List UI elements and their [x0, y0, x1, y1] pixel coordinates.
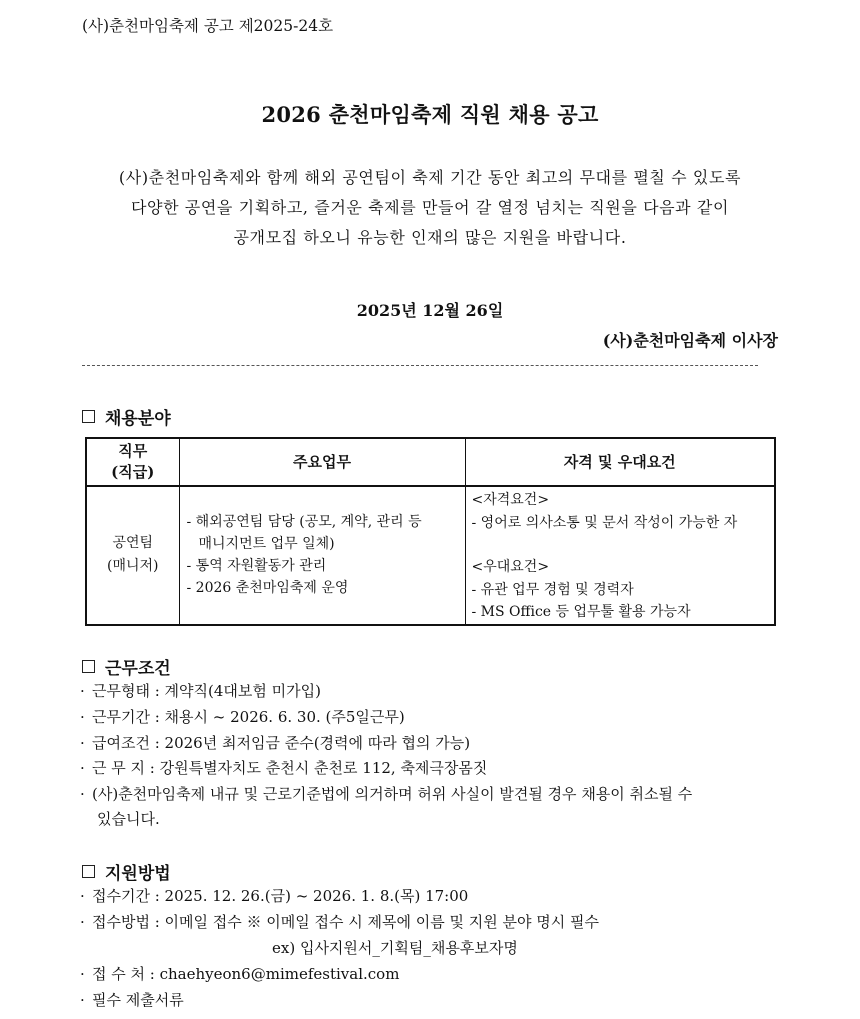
intro-line: 공개모집 하오니 유능한 인재의 많은 지원을 바랍니다.	[233, 228, 627, 247]
bullet-dot: ·	[80, 887, 85, 905]
header-duties: 주요업무	[179, 438, 465, 486]
condition-text: 급여조건 : 2026년 최저임금 준수(경력에 따라 협의 가능)	[92, 734, 471, 752]
duty-item: - 통역 자원활동가 관리	[186, 558, 327, 575]
checkbox-square-icon	[82, 410, 95, 423]
condition-text: 근무형태 : 계약직(4대보험 미가입)	[92, 682, 321, 700]
document-number: (사)춘천마임축제 공고 제2025-24호	[82, 17, 334, 35]
section-heading-label: 채용분야	[105, 409, 171, 429]
condition-item	[80, 680, 321, 701]
apply-item-example: ex) 입사지원서_기획팀_채용후보자명	[272, 939, 518, 957]
announcement-date: 2025년 12월 26일	[356, 301, 504, 320]
section-heading-apply	[82, 859, 171, 884]
intro-line: 다양한 공연을 기획하고, 즐거운 축제를 만들어 갈 열정 넘치는 직원을 다음과 같이	[130, 198, 730, 217]
table-row	[86, 486, 775, 625]
qual-item: - 영어로 의사소통 및 문서 작성이 가능한 자	[471, 514, 738, 531]
condition-item	[80, 732, 470, 753]
bullet-dot: ·	[80, 734, 85, 752]
header-role-line: (직급)	[111, 463, 155, 481]
qual-item: <우대요건>	[471, 559, 550, 575]
duty-item: - 2026 춘천마임축제 운영	[186, 580, 349, 597]
page-title: 2026 춘천마임축제 직원 채용 공고	[261, 102, 599, 127]
duty-item: 매니지먼트 업무 일체)	[198, 536, 335, 553]
spacer	[472, 534, 775, 556]
role-line: 공연팀	[112, 535, 154, 552]
bullet-dot: ·	[80, 991, 85, 1009]
bullet-dot: ·	[80, 708, 85, 726]
bullet-dot: ·	[80, 759, 85, 777]
role-line: (매니저)	[107, 558, 159, 575]
cell-role	[86, 486, 179, 625]
condition-item	[80, 757, 487, 778]
header-role-line: 직무	[118, 442, 148, 460]
organization-signature: (사)춘천마임축제 이사장	[602, 331, 778, 350]
apply-item	[80, 885, 468, 906]
qual-item: - MS Office 등 업무툴 활용 가능자	[471, 604, 691, 620]
apply-item	[80, 911, 599, 932]
cell-quals	[465, 486, 775, 625]
apply-text: 접수기간 : 2025. 12. 26.(금) ~ 2026. 1. 8.(목) 17:00	[92, 887, 469, 905]
condition-item-continued: 있습니다.	[97, 810, 160, 828]
checkbox-square-icon	[82, 660, 95, 673]
checkbox-square-icon	[82, 865, 95, 878]
condition-item	[80, 783, 692, 804]
header-quals: 자격 및 우대요건	[465, 438, 775, 486]
bullet-dot: ·	[80, 965, 85, 983]
condition-text: (사)춘천마임축제 내규 및 근로기준법에 의거하며 허위 사실이 발견될 경우 채용이 취소될 수	[92, 785, 693, 803]
section-heading-label: 지원방법	[105, 864, 171, 884]
apply-text: 필수 제출서류	[92, 991, 184, 1009]
bullet-dot: ·	[80, 682, 85, 700]
recruitment-table	[85, 437, 776, 626]
dashed-divider	[82, 365, 758, 366]
apply-item	[80, 963, 399, 984]
apply-item	[80, 989, 184, 1010]
apply-email[interactable]: 접 수 처 : chaehyeon6@mimefestival.com	[92, 965, 400, 983]
table-header-row	[86, 438, 775, 486]
duty-item: - 해외공연팀 담당 (공모, 계약, 관리 등	[186, 514, 422, 531]
qual-item: - 유관 업무 경험 및 경력자	[471, 581, 634, 598]
condition-text: 근 무 지 : 강원특별자치도 춘천시 춘천로 112, 축제극장몸짓	[92, 759, 488, 777]
apply-text: 접수방법 : 이메일 접수 ※ 이메일 접수 시 제목에 이름 및 지원 분야 명시 필수	[92, 913, 600, 931]
qual-item: <자격요건>	[471, 492, 550, 508]
condition-text: 근무기간 : 채용시 ~ 2026. 6. 30. (주5일근무)	[92, 708, 405, 726]
section-heading-fields	[82, 404, 171, 429]
condition-item	[80, 706, 405, 727]
bullet-dot: ·	[80, 913, 85, 931]
header-role	[86, 438, 179, 486]
section-heading-label: 근무조건	[105, 659, 171, 679]
bullet-dot: ·	[80, 785, 85, 803]
section-heading-conditions	[82, 654, 171, 679]
cell-duties	[179, 486, 465, 625]
intro-line: (사)춘천마임축제와 함께 해외 공연팀이 축제 기간 동안 최고의 무대를 펼칠 수 있도록	[118, 168, 742, 187]
